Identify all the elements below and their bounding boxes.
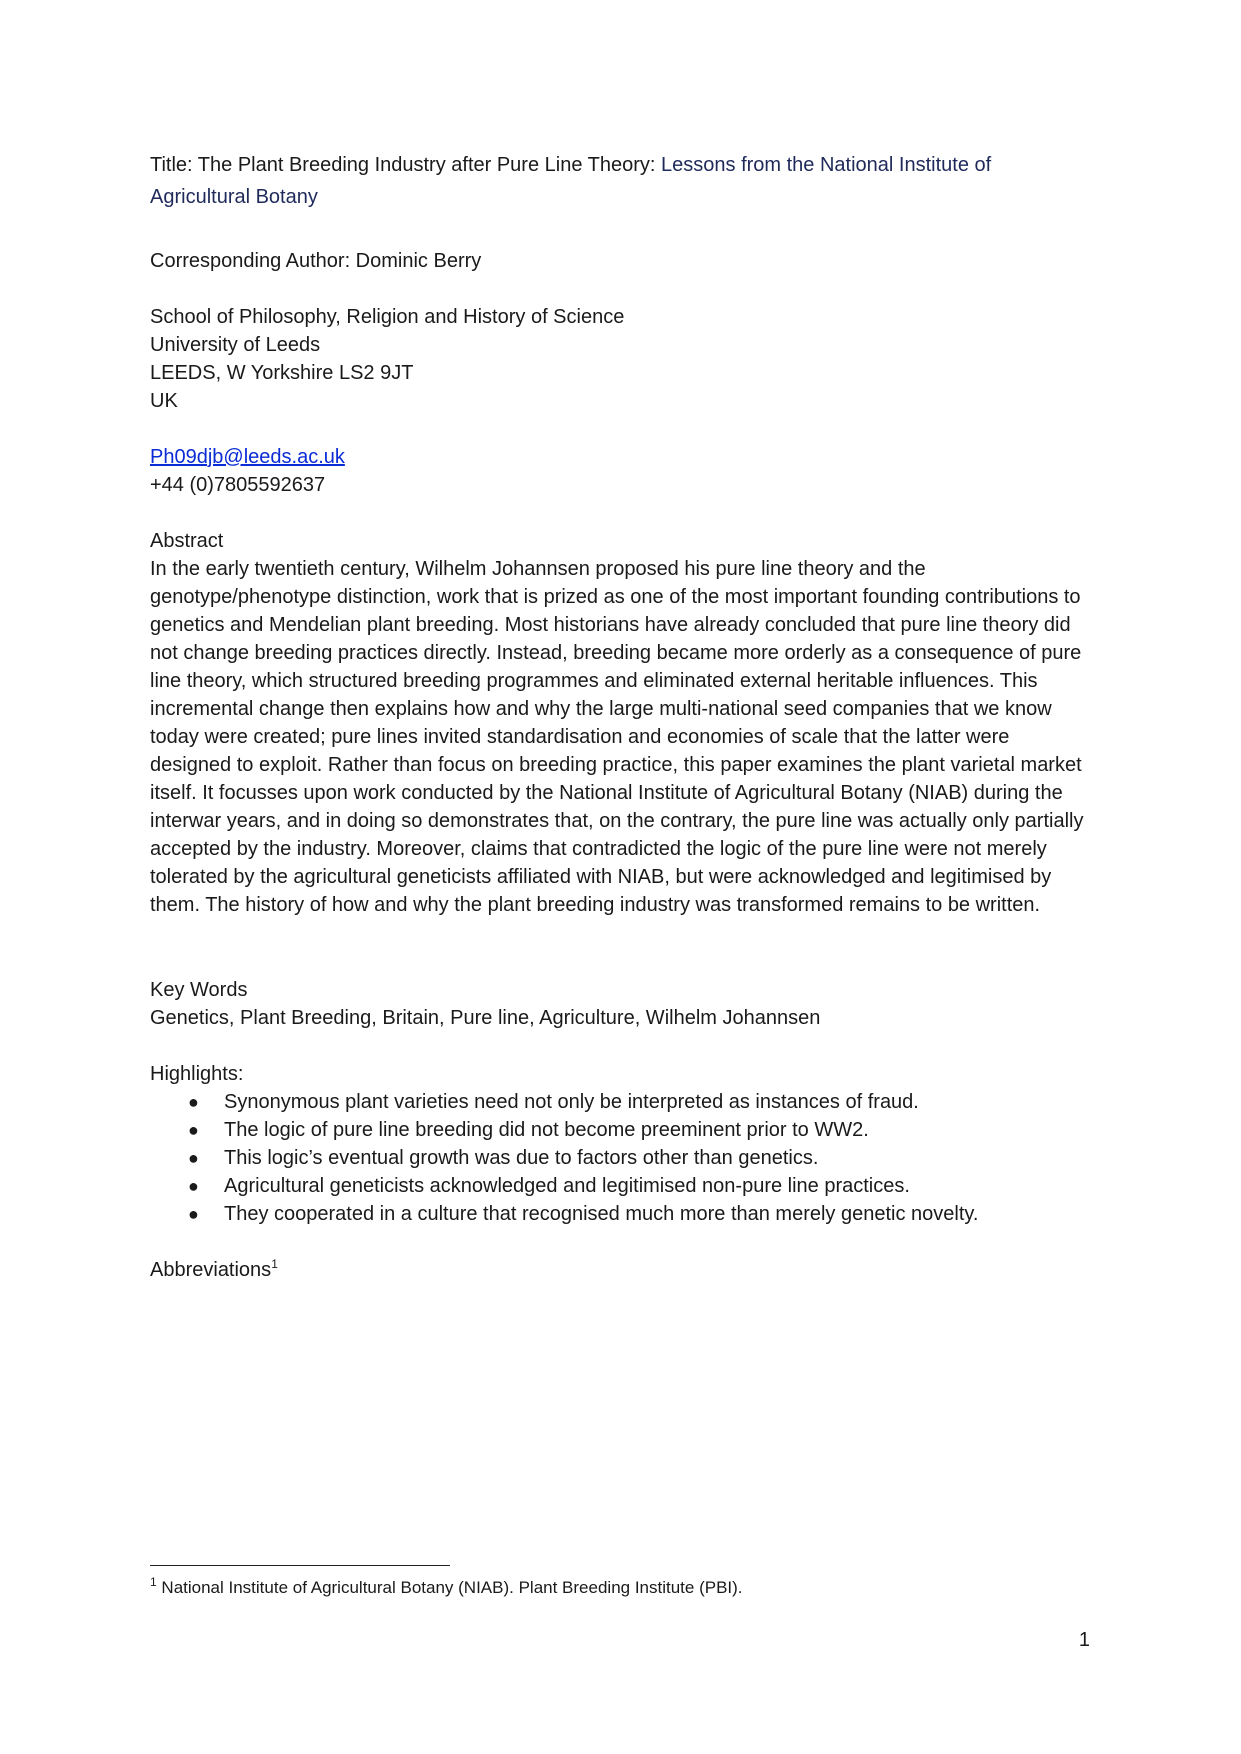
footnote-reference[interactable]: 1 [271,1257,278,1271]
highlight-text: Synonymous plant varieties need not only be interpreted as instances of fraud. [224,1091,919,1113]
address-line-country: UK [150,390,178,412]
contact-details [150,443,1090,499]
email-link[interactable]: Ph09djb@leeds.ac.uk [150,446,345,468]
list-item [150,1116,1090,1144]
abbreviations-label: Abbreviations [150,1259,272,1281]
list-item [150,1172,1090,1200]
bullet-icon: ● [188,1204,199,1224]
keywords-heading: Key Words [150,979,248,1001]
footnote-marker: 1 [150,1575,157,1589]
highlight-text: Agricultural geneticists acknowledged and legitimised non-pure line practices. [224,1175,910,1197]
bullet-icon: ● [188,1148,199,1168]
abstract-heading: Abstract [150,530,224,552]
address-line-university: University of Leeds [150,334,321,356]
highlight-text: This logic’s eventual growth was due to factors other than genetics. [224,1147,819,1169]
footnote-text: National Institute of Agricultural Botany (NIAB). Plant Breeding Institute (PBI). [156,1578,743,1597]
bullet-icon: ● [188,1092,199,1112]
title-prefix: Title: The Plant Breeding Industry after Pure Line Theory: [150,154,662,176]
footnote-divider [150,1565,450,1566]
author-address [150,303,1090,415]
bullet-icon: ● [188,1176,199,1196]
abbreviations-heading [150,1256,1090,1284]
list-item [150,1088,1090,1116]
list-item [150,1200,1090,1228]
paper-title [150,149,1090,213]
address-line-department: School of Philosophy, Religion and History of Science [150,306,625,328]
highlights-list [150,1088,1090,1228]
footnote [150,1576,1090,1600]
keywords-section [150,976,1090,1032]
phone-number: +44 (0)7805592637 [150,474,326,496]
title-rest: Lessons from the National Institute of Agricultural Botany [150,154,992,208]
corresponding-author: Corresponding Author: Dominic Berry [150,250,482,272]
highlights-heading: Highlights: [150,1063,244,1085]
highlight-text: The logic of pure line breeding did not become preeminent prior to WW2. [224,1119,869,1141]
list-item [150,1144,1090,1172]
highlight-text: They cooperated in a culture that recognised much more than merely genetic novelty. [224,1203,979,1225]
highlights-section [150,1060,1090,1228]
keywords-text: Genetics, Plant Breeding, Britain, Pure line, Agriculture, Wilhelm Johannsen [150,1007,821,1029]
page-number: 1 [1078,1629,1090,1651]
bullet-icon: ● [188,1120,199,1140]
abstract-section [150,527,1090,919]
address-line-city: LEEDS, W Yorkshire LS2 9JT [150,362,414,384]
abstract-text: In the early twentieth century, Wilhelm Johannsen proposed his pure line theory and the genotype/phenotype distinction, work that is prized as one of the most important founding contributions to genetics and Mendelian plant breeding. Most historians have already concluded that pure line theory did not change breeding practices directly. Instead, breeding became more orderly as a consequence of pure line theory, which structured breeding programmes and eliminated external heritable influences. This incremental change then explains how and why the large multi-national seed companies that we know today were created; pure lines invited standardisation and economies of scale that the latter were designed to exploit. Rather than focus on breeding practice, this paper examines the plant varietal market itself. It focusses upon work conducted by the National Institute of Agricultural Botany (NIAB) during the interwar years, and in doing so demonstrates that, on the contrary, the pure line was actually only partially accepted by the industry. Moreover, claims that contradicted the logic of the pure line were not merely tolerated by the agricultural geneticists affiliated with NIAB, but were acknowledged and legitimised by them. The history of how and why the plant breeding industry was transformed remains to be written. [150,558,1084,916]
